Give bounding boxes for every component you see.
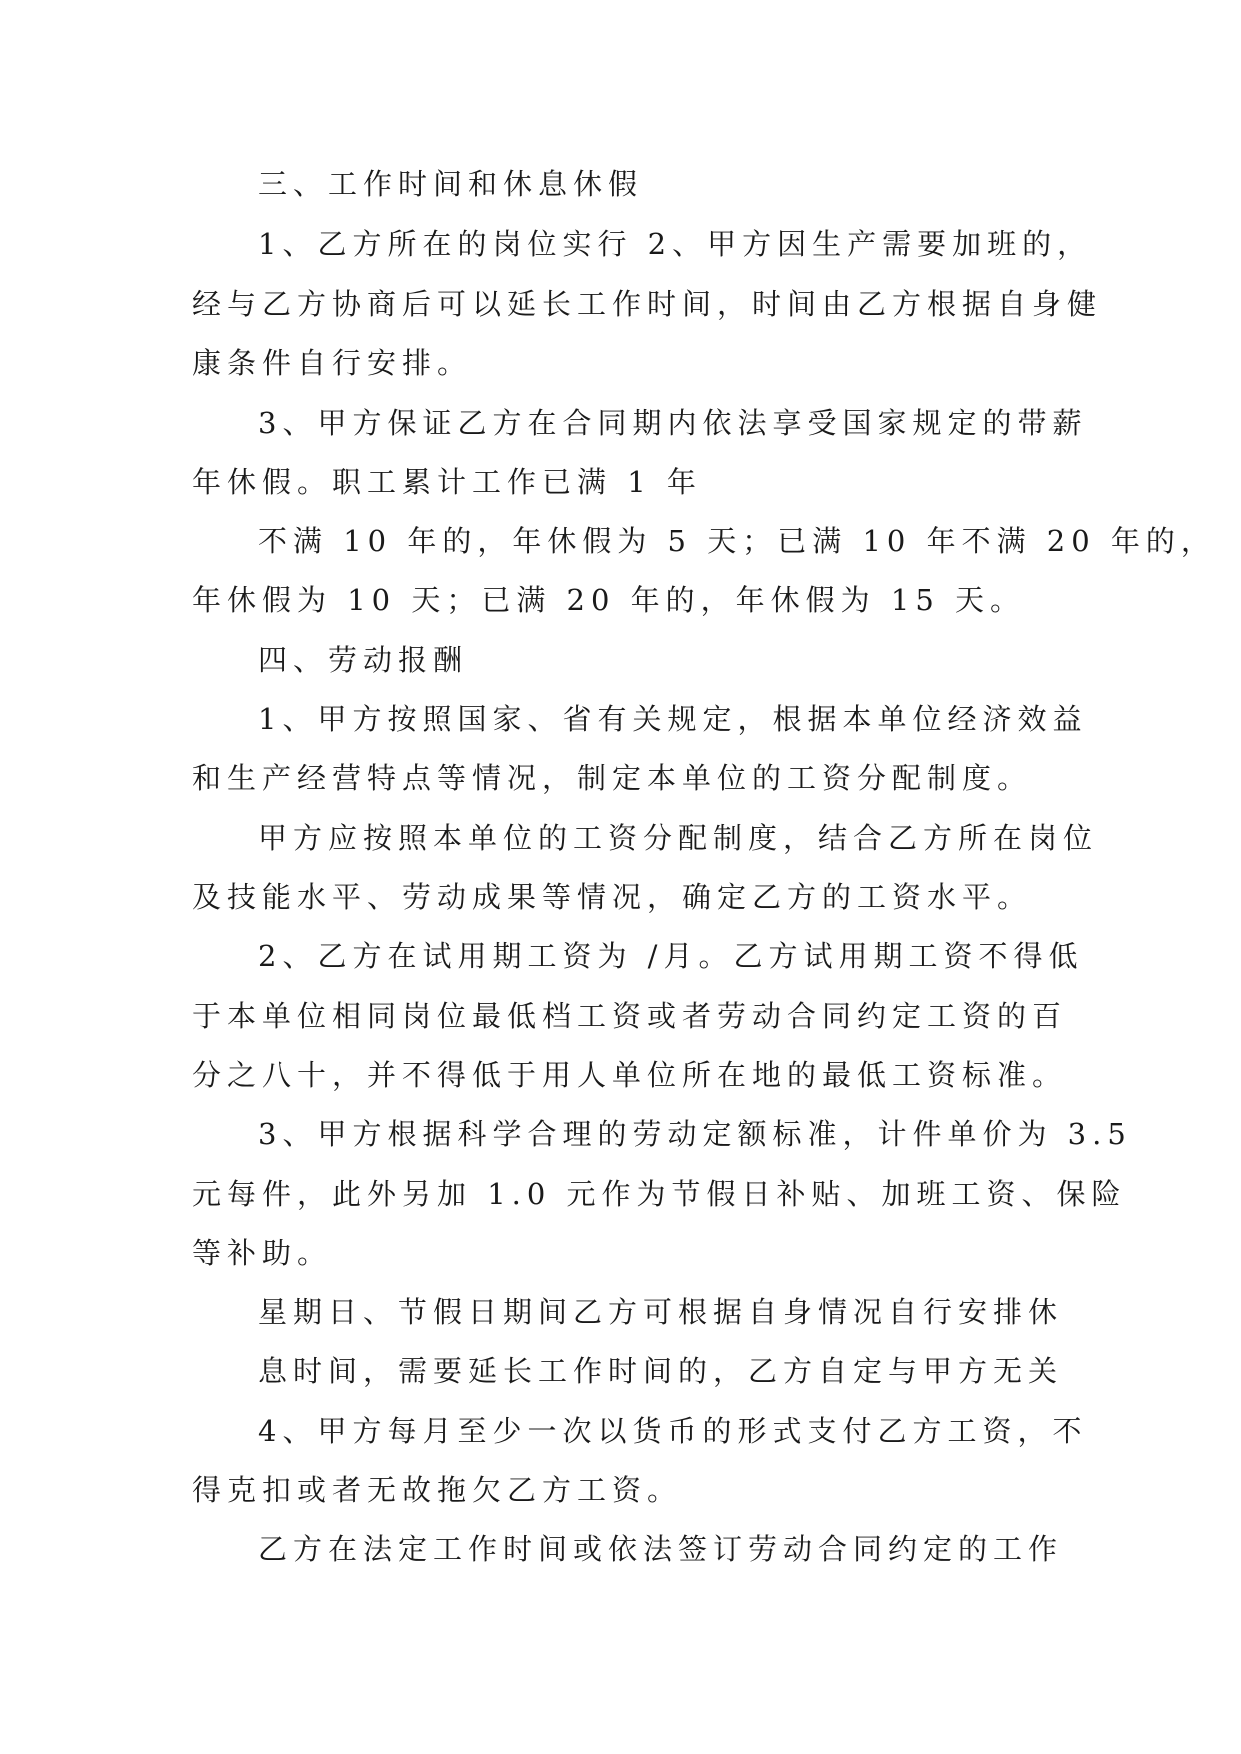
paragraph-line: 1、甲方按照国家、省有关规定，根据本单位经济效益 xyxy=(258,702,1088,736)
paragraph-line: 等补助。 xyxy=(192,1236,333,1270)
paragraph-line: 经与乙方协商后可以延长工作时间，时间由乙方根据自身健 xyxy=(192,287,1103,321)
paragraph-line: 1、乙方所在的岗位实行 2、甲方因生产需要加班的， xyxy=(258,227,1093,261)
paragraph-line: 于本单位相同岗位最低档工资或者劳动合同约定工资的百 xyxy=(192,999,1068,1033)
paragraph-line: 不满 10 年的，年休假为 5 天；已满 10 年不满 20 年的， xyxy=(258,524,1216,558)
paragraph-line: 3、甲方根据科学合理的劳动定额标准，计件单价为 3.5 xyxy=(258,1117,1132,1151)
paragraph-line: 息时间，需要延长工作时间的，乙方自定与甲方无关 xyxy=(258,1354,1064,1388)
paragraph-line: 4、甲方每月至少一次以货币的形式支付乙方工资，不 xyxy=(258,1414,1088,1448)
section-heading-work-hours: 三、工作时间和休息休假 xyxy=(258,167,644,201)
paragraph-line: 年休假。职工累计工作已满 1 年 xyxy=(192,465,702,499)
paragraph-line: 乙方在法定工作时间或依法签订劳动合同约定的工作 xyxy=(258,1532,1064,1566)
paragraph-line: 和生产经营特点等情况，制定本单位的工资分配制度。 xyxy=(192,761,1033,795)
paragraph-line: 元每件，此外另加 1.0 元作为节假日补贴、加班工资、保险 xyxy=(192,1177,1127,1211)
paragraph-line: 康条件自行安排。 xyxy=(192,346,473,380)
paragraph-line: 星期日、节假日期间乙方可根据自身情况自行安排休 xyxy=(258,1295,1064,1329)
paragraph-line: 年休假为 10 天；已满 20 年的，年休假为 15 天。 xyxy=(192,583,1026,617)
section-heading-remuneration: 四、劳动报酬 xyxy=(258,643,469,677)
paragraph-line: 2、乙方在试用期工资为 /月。乙方试用期工资不得低 xyxy=(258,939,1084,973)
paragraph-line: 得克扣或者无故拖欠乙方工资。 xyxy=(192,1473,683,1507)
paragraph-line: 甲方应按照本单位的工资分配制度，结合乙方所在岗位 xyxy=(258,821,1099,855)
paragraph-line: 3、甲方保证乙方在合同期内依法享受国家规定的带薪 xyxy=(258,406,1088,440)
paragraph-line: 分之八十，并不得低于用人单位所在地的最低工资标准。 xyxy=(192,1058,1068,1092)
paragraph-line: 及技能水平、劳动成果等情况，确定乙方的工资水平。 xyxy=(192,880,1033,914)
